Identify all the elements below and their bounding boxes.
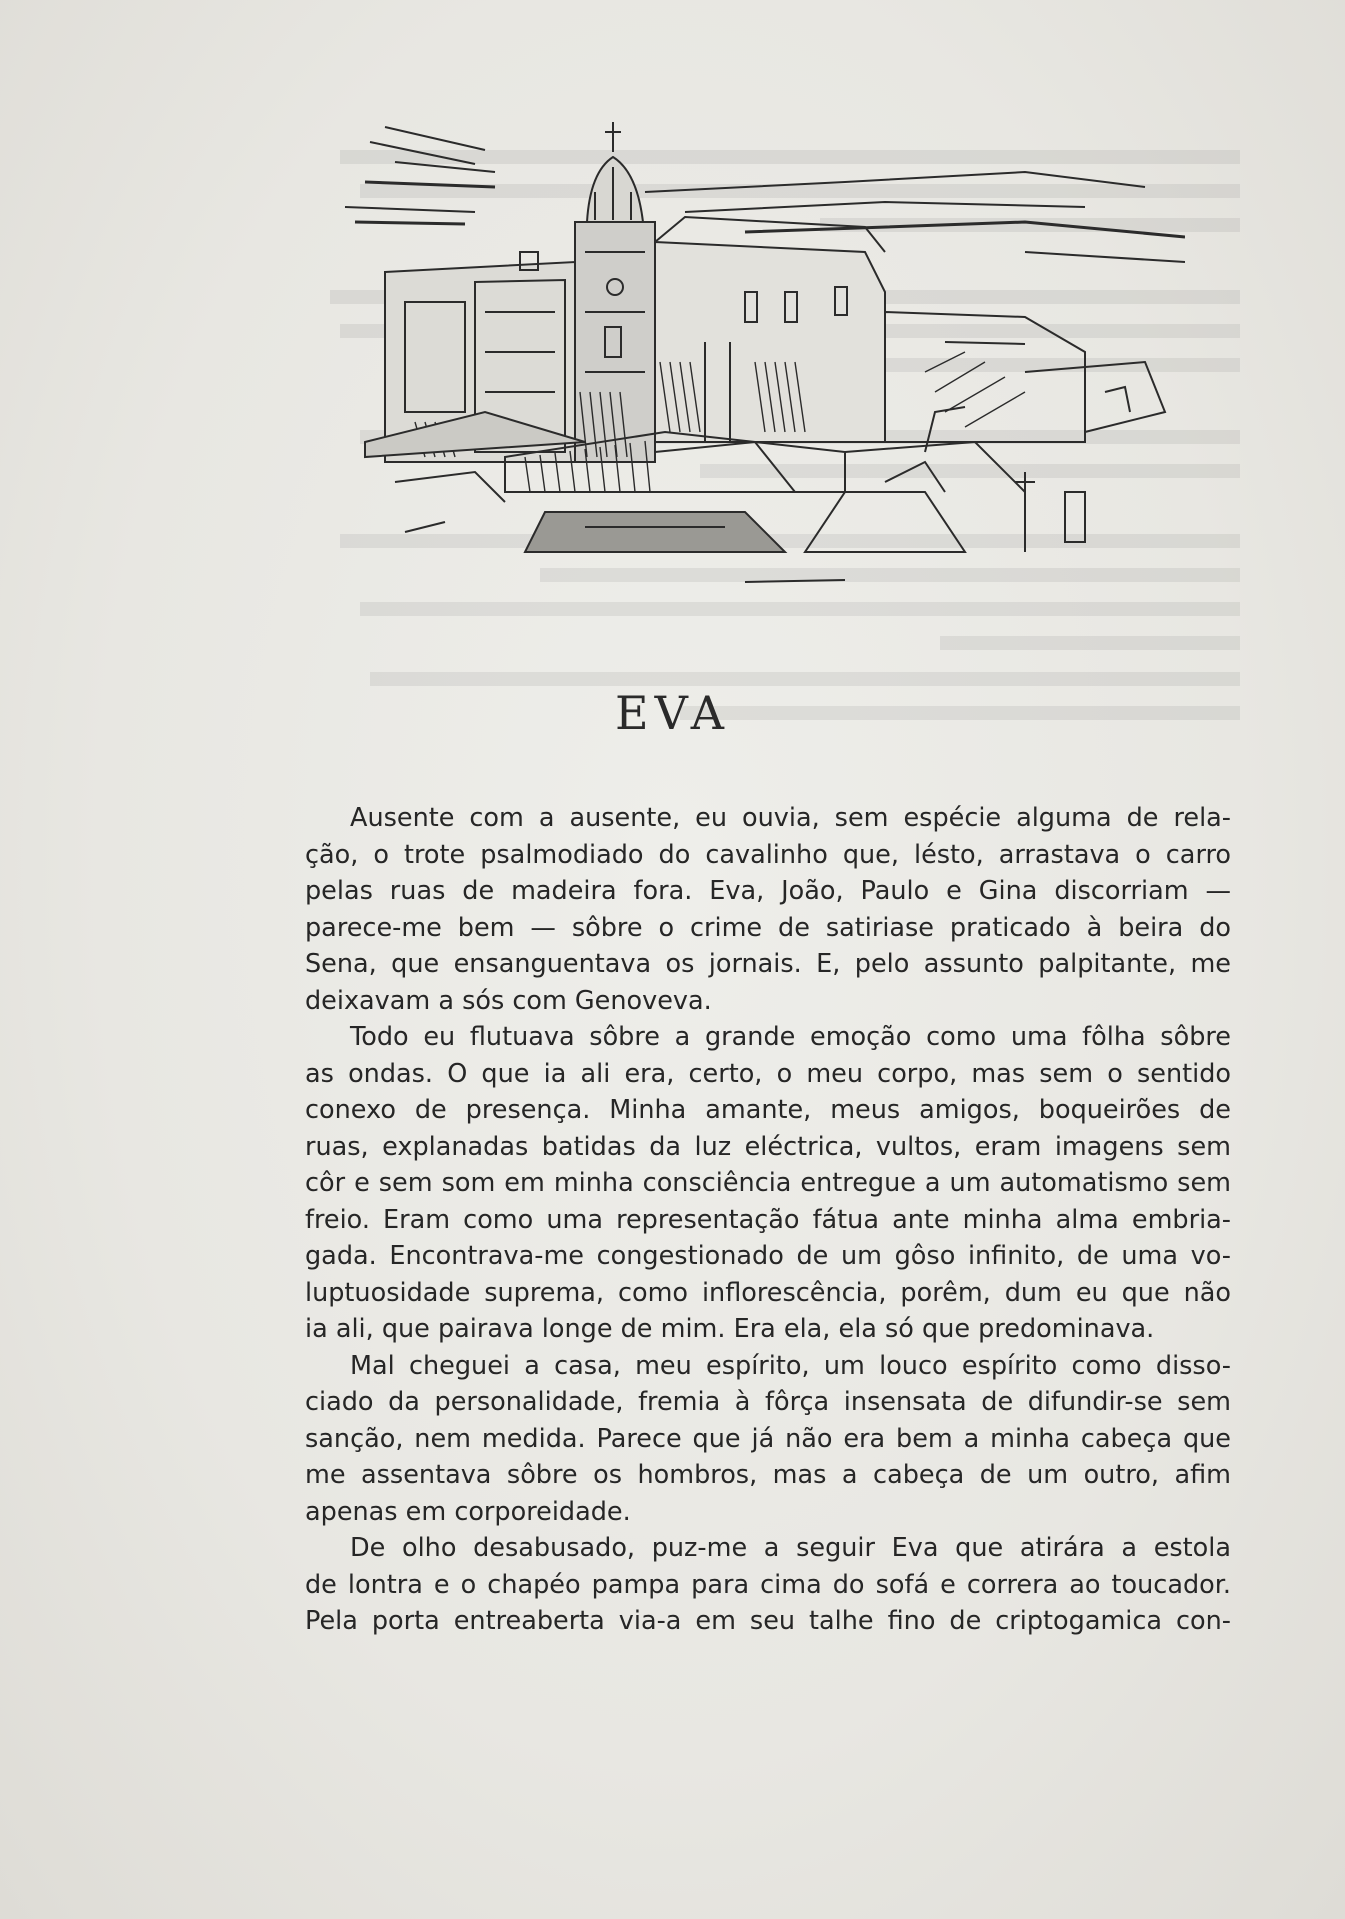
text-line: De olho desabusado, puz-me a seguir Eva que atirára a estola bbox=[350, 1533, 1231, 1563]
text-line: as ondas. O que ia ali era, certo, o meu corpo, mas sem o sentido bbox=[305, 1058, 1231, 1089]
paragraph bbox=[305, 1530, 1231, 1640]
text-line: Mal cheguei a casa, meu espírito, um louco espírito como disso- bbox=[350, 1350, 1231, 1381]
paragraph bbox=[305, 1348, 1231, 1531]
text-line: ção, o trote psalmodiado do cavalinho que, lésto, arrastava o carro bbox=[305, 839, 1231, 870]
village-church-illustration bbox=[325, 112, 1185, 594]
text-line: conexo de presença. Minha amante, meus amigos, boqueirões de bbox=[305, 1095, 1231, 1125]
paragraph bbox=[305, 800, 1231, 1019]
text-line: Ausente com a ausente, eu ouvia, sem espécie alguma de rela- bbox=[350, 803, 1231, 833]
chapter-title: EVA bbox=[615, 686, 730, 740]
text-line: ciado da personalidade, fremia à fôrça insensata de difundir-se sem bbox=[305, 1387, 1231, 1417]
text-line: Pela porta entreaberta via-a em seu talhe fino de criptogamica con- bbox=[305, 1606, 1231, 1636]
text-line: apenas em corporeidade. bbox=[305, 1496, 631, 1527]
text-line: freio. Eram como uma representação fátua ante minha alma embria- bbox=[305, 1204, 1231, 1235]
chapter-body-text bbox=[305, 800, 1231, 1640]
text-line: Sena, que ensanguentava os jornais. E, pelo assunto palpitante, me bbox=[305, 949, 1231, 979]
text-line: Todo eu flutuava sôbre a grande emoção como uma fôlha sôbre bbox=[350, 1022, 1231, 1052]
text-line: parece-me bem — sôbre o crime de satiriase praticado à beira do bbox=[305, 912, 1231, 943]
text-line: côr e sem som em minha consciência entregue a um automatismo sem bbox=[305, 1168, 1231, 1198]
text-line: deixavam a sós com Genoveva. bbox=[305, 985, 712, 1016]
text-line: me assentava sôbre os hombros, mas a cabeça de um outro, afim bbox=[305, 1460, 1231, 1490]
paragraph bbox=[305, 1019, 1231, 1348]
text-line: de lontra e o chapéo pampa para cima do sofá e correra ao toucador. bbox=[305, 1569, 1231, 1600]
text-line: sanção, nem medida. Parece que já não era bem a minha cabeça que bbox=[305, 1423, 1231, 1454]
text-line: pelas ruas de madeira fora. Eva, João, Paulo e Gina discorriam — bbox=[305, 876, 1231, 906]
text-line: luptuosidade suprema, como inflorescência, porêm, dum eu que não bbox=[305, 1277, 1231, 1308]
text-line: gada. Encontrava-me congestionado de um gôso infinito, de uma vo- bbox=[305, 1241, 1231, 1271]
text-line: ia ali, que pairava longe de mim. Era ela, ela só que predominava. bbox=[305, 1314, 1155, 1344]
text-line: ruas, explanadas batidas da luz eléctrica, vultos, eram imagens sem bbox=[305, 1131, 1231, 1162]
